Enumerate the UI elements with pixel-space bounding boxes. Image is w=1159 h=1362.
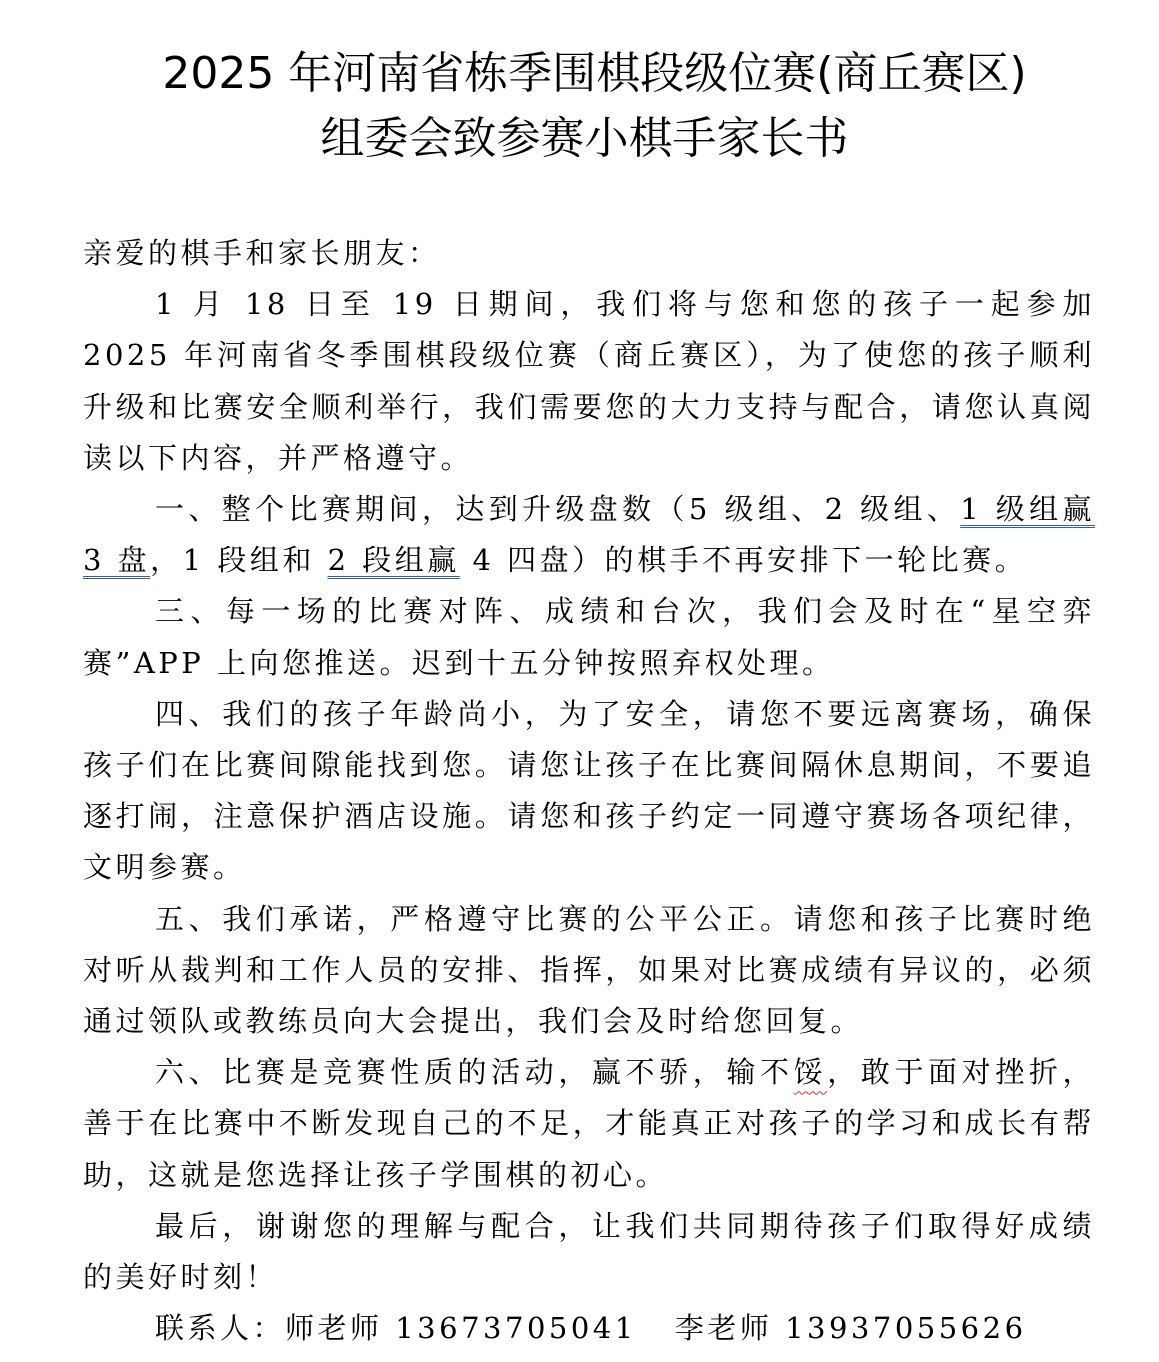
closing-paragraph: 最后，谢谢您的理解与配合，让我们共同期待孩子们取得好成绩的美好时刻！ (83, 1208, 1095, 1295)
letter-body (83, 228, 1095, 1354)
document-title-line2: 组委会致参赛小棋手家长书 (320, 113, 849, 164)
salutation: 亲爱的棋手和家长朋友： (83, 236, 441, 270)
item-6-paragraph (83, 1047, 1095, 1201)
contact-person-1: 师老师 13673705041 (285, 1311, 637, 1346)
document-title-line1: 2025 年河南省栋季围棋段级位赛(商丘赛区) (162, 48, 1027, 99)
underlined-text-2: 2 段组赢 (327, 543, 460, 578)
item-1-paragraph (83, 484, 1095, 586)
spellcheck-flagged-word[interactable]: 馁 (793, 1055, 828, 1090)
contact-line (83, 1303, 1095, 1354)
item-5-paragraph: 五、我们承诺，严格遵守比赛的公平公正。请您和孩子比赛时绝对听从裁判和工作人员的安排、指挥，如果对比赛成绩有异议的，必须通过领队或教练员向大会提出，我们会及时给您回复。 (83, 901, 1095, 1039)
item-6-text-a: 六、比赛是竞赛性质的活动，赢不骄，输不 (155, 1055, 794, 1090)
item-1-text-c: 4 四盘）的棋手不再安排下一轮比赛。 (459, 543, 1028, 578)
contact-separator (637, 1311, 675, 1345)
contact-person-2: 李老师 13937055626 (674, 1311, 1027, 1346)
item-4-paragraph: 四、我们的孩子年龄尚小，为了安全，请您不要远离赛场，确保孩子们在比赛间隙能找到您。请您让孩子在比赛间隔休息期间，不要追逐打闹，注意保护酒店设施。请您和孩子约定一同遵守赛场各项纪律，文明参赛。 (83, 696, 1095, 885)
item-6-text-b: ，敢于面对挫折，善于在比赛中不断发现自己的不足，才能真正对孩子的学习和成长有帮助，这就是您选择让孩子学围棋的初心。 (83, 1055, 1095, 1192)
underlined-text-1: 1 级组赢 3 盘 (83, 492, 1095, 578)
contact-label: 联系人： (155, 1311, 286, 1346)
item-3-paragraph: 三、每一场的比赛对阵、成绩和台次，我们会及时在“星空弈赛”APP 上向您推送。迟到十五分钟按照弃权处理。 (83, 594, 1095, 680)
item-1-text-b: ，1 段组和 (150, 543, 328, 578)
item-1-text-a: 一、整个比赛期间，达到升级盘数（5 级组、2 级组、 (155, 492, 961, 527)
intro-paragraph: 1 月 18 日至 19 日期间，我们将与您和您的孩子一起参加 2025 年河南省冬季围棋段级位赛（商丘赛区），为了使您的孩子顺利升级和比赛安全顺利举行，我们需要您的大力支持与配合，请您认真阅读以下内容，并严格遵守。 (83, 287, 1095, 475)
